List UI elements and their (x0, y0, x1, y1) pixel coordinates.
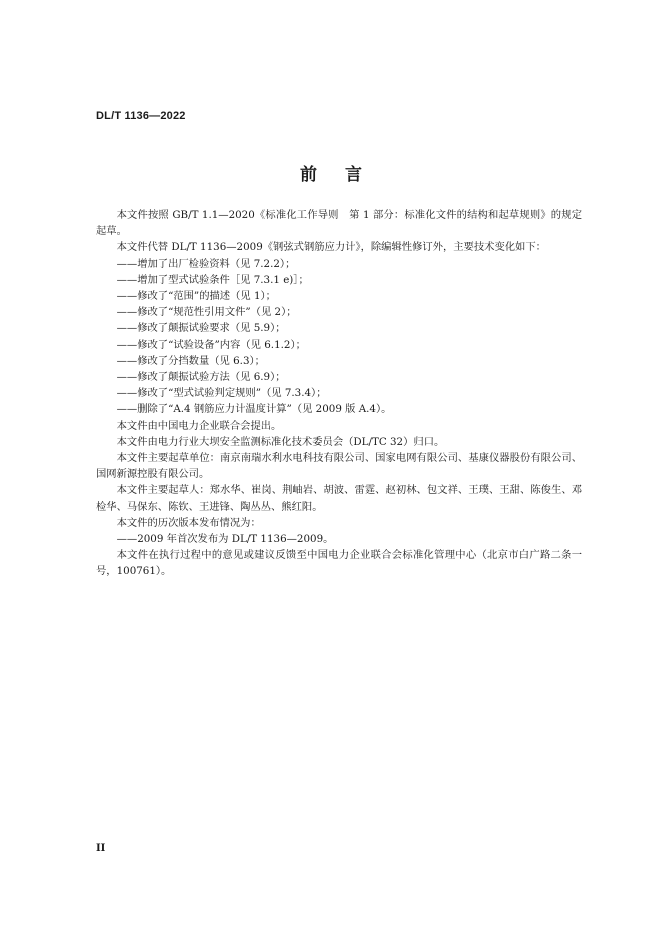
change-item: ——修改了颠振试验要求（见 5.9）； (116, 322, 286, 335)
change-item: ——增加了型式试验条件［见 7.3.1 e)］； (116, 273, 309, 286)
paragraph-proposer: 本文件由中国电力企业联合会提出。 (116, 419, 282, 432)
paragraph-drafting-basis: 本文件按照 GB/T 1.1—2020《标准化工作导则 第 1 部分：标准化文件的结构和起草规则》的规定起草。 (96, 209, 582, 238)
paragraph-committee: 本文件由电力行业大坝安全监测标准化技术委员会（DL/TC 32）归口。 (116, 435, 445, 448)
page-number: II (96, 843, 106, 854)
change-item: ——修改了“范围”的描述（见 1）； (116, 290, 276, 303)
foreword-body (96, 207, 582, 580)
change-item: ——增加了出厂检验资料（见 7.2.2）； (116, 257, 296, 270)
page-title: 前言 (300, 165, 390, 185)
change-item: ——修改了“试验设备”内容（见 6.1.2）； (116, 338, 306, 351)
standard-code-header: DL/T 1136—2022 (96, 110, 186, 122)
change-item: ——删除了“A.4 钢筋应力计温度计算”（见 2009 版 A.4）。 (116, 403, 392, 416)
change-item: ——修改了“型式试验判定规则”（见 7.3.4）； (116, 387, 327, 400)
paragraph-drafters: 本文件主要起草人：郑水华、崔岗、荆岫岩、胡波、雷霆、赵初林、包文祥、王璞、王甜、陈俊生、邓检华、马保东、陈钦、王进锋、陶丛丛、熊红阳。 (96, 484, 582, 513)
paragraph-feedback: 本文件在执行过程中的意见或建议反馈至中国电力企业联合会标准化管理中心（北京市白广路二条一号，100761）。 (96, 549, 582, 578)
change-item: ——修改了“规范性引用文件”（见 2）； (116, 306, 297, 319)
history-item: ——2009 年首次发布为 DL/T 1136—2009。 (116, 533, 334, 546)
change-item: ——修改了颠振试验方法（见 6.9）； (116, 371, 286, 384)
change-item: ——修改了分挡数量（见 6.3）； (116, 354, 265, 367)
paragraph-replacement: 本文件代替 DL/T 1136—2009《钢弦式钢筋应力计》，除编辑性修订外，主要技术变化如下： (116, 241, 546, 254)
paragraph-history-intro: 本文件的历次版本发布情况为： (116, 516, 261, 529)
paragraph-drafting-units: 本文件主要起草单位：南京南瑞水利水电科技有限公司、国家电网有限公司、基康仪器股份有限公司、国网新源控股有限公司。 (96, 452, 582, 481)
